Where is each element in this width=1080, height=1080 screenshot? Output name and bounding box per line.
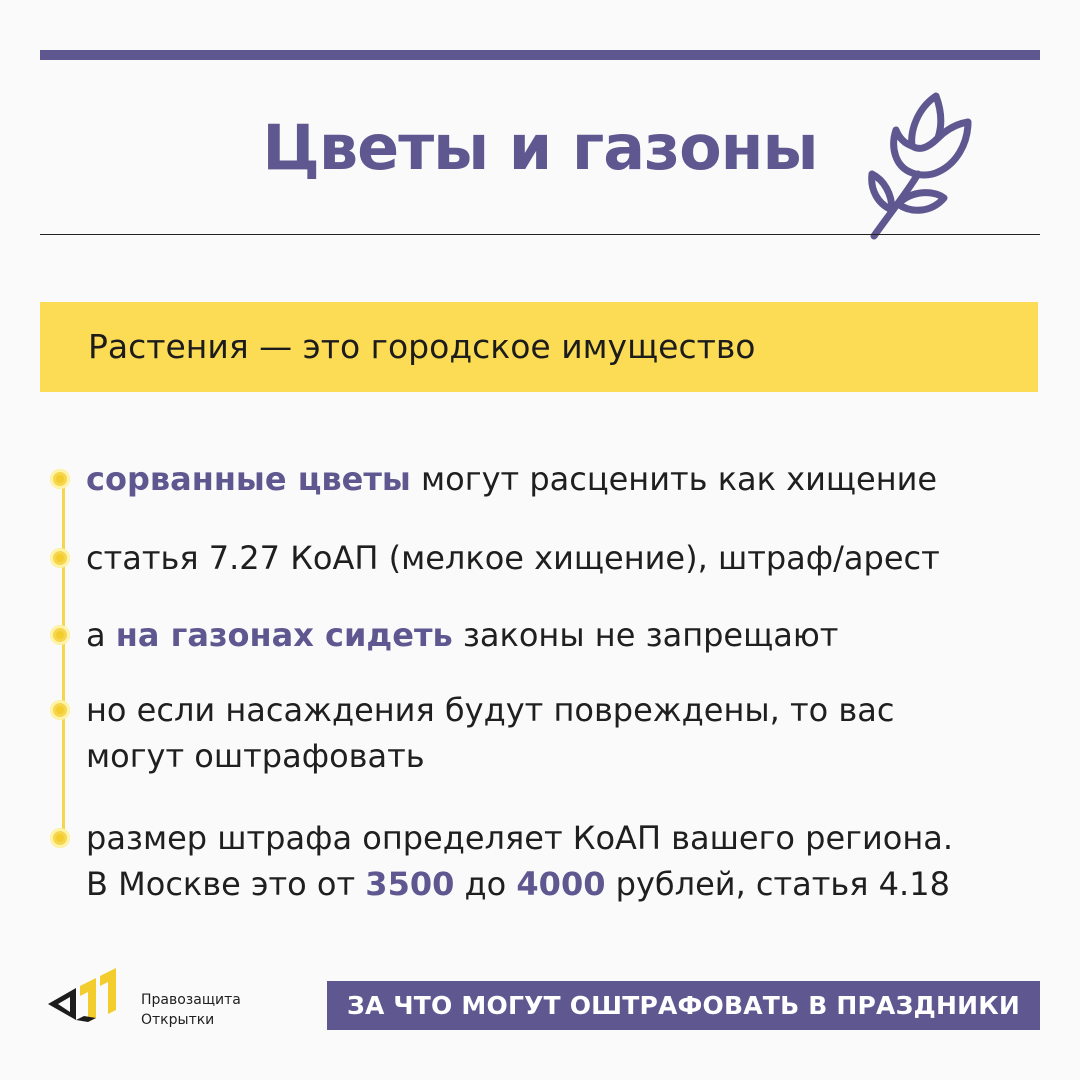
org-name-line: Правозащита: [141, 992, 241, 1008]
item-text: В Москве это от: [86, 865, 366, 903]
list-item: [86, 815, 1026, 907]
organization-logo: [46, 966, 126, 1030]
item-text: могут расценить как хищение: [410, 460, 938, 498]
header-divider: [40, 234, 1040, 235]
highlight-banner: [40, 302, 1038, 392]
item-text: а: [86, 616, 116, 654]
tulip-icon: [852, 86, 976, 246]
item-text: статья 7.27 КоАП (мелкое хищение), штраф/арест: [86, 539, 940, 577]
item-text: законы не запрещают: [452, 616, 839, 654]
amount-to: 4000: [516, 865, 606, 903]
bullet-marker: [50, 625, 70, 645]
bullet-marker: [50, 548, 70, 568]
timeline-line: [62, 478, 65, 840]
series-tag: ЗА ЧТО МОГУТ ОШТРАФОВАТЬ В ПРАЗДНИКИ: [327, 981, 1040, 1030]
banner-text: Растения — это городское имущество: [88, 327, 756, 366]
bullet-marker: [50, 700, 70, 720]
bullet-marker: [50, 828, 70, 848]
list-item: [86, 612, 1026, 658]
bullet-marker: [50, 469, 70, 489]
item-text: могут оштрафовать: [86, 737, 425, 775]
item-text: размер штрафа определяет КоАП вашего региона.: [86, 819, 954, 857]
list-item: [86, 535, 1026, 581]
item-emphasis: на газонах сидеть: [115, 616, 453, 654]
item-text: рублей, статья 4.18: [605, 865, 950, 903]
top-accent-bar: [40, 50, 1040, 60]
item-emphasis: сорванные цветы: [86, 460, 411, 498]
list-item: [86, 687, 1026, 779]
organization-name: [141, 990, 241, 1030]
item-text: до: [454, 865, 517, 903]
page-title: Цветы и газоны: [262, 111, 818, 184]
list-item: [86, 456, 1026, 502]
item-text: но если насаждения будут повреждены, то вас: [86, 691, 895, 729]
amount-from: 3500: [365, 865, 455, 903]
org-name-line: Открытки: [141, 1012, 215, 1028]
